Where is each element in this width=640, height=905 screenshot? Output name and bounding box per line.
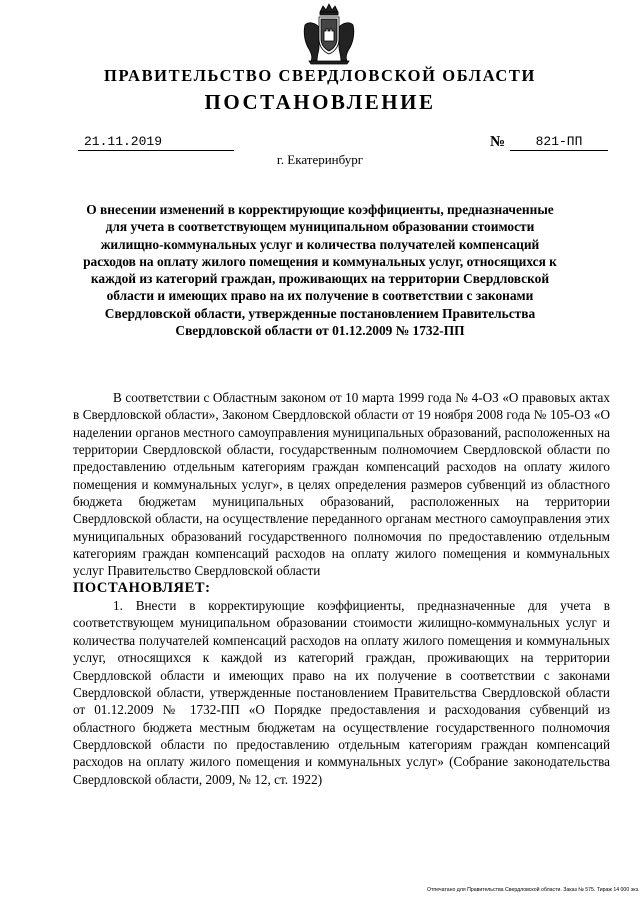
item-1-paragraph: 1. Внести в корректирующие коэффициенты, предназначенные для учета в соответствующем муниципальном образовании стоимости жилищно-коммунальных услуг и количества получателей компенсаций расходов на оплату жилого помещения и коммунальных услуг, относящихся к каждой из категорий граждан, проживающих на территории Свердловской области и имеющих право на их получение в соответствии с законами Свердловской области, утвержденные постановлением Правительства Свердловской области от 01.12.2009 № 1732-ПП «О Порядке предоставления и расходования субвенций из областного бюджета местным бюджетам на осуществление государственного полномочия Свердловской области по предоставлению отдельным категориям граждан компенсаций расходов на оплату жилого помещения и коммунальных услуг» (Собрание законодательства Свердловской области, 2009, № 12, ст. 1922) xyxy=(73,598,610,787)
preamble-paragraph: В соответствии с Областным законом от 10 марта 1999 года № 4-ОЗ «О правовых актах в Свердловской области», Законом Свердловской области от 19 ноября 2008 года № 105-ОЗ «О наделении органов местного самоуправления муниципальных образований, расположенных на территории Свердловской области, государственным полномочием Свердловской области по предоставлению отдельным категориям граждан компенсаций расходов на оплату жилого помещения и коммунальных услуг», в целях определения размеров субвенций из областного бюджета бюджетам муниципальных образований, расположенных на территории Свердловской области, на осуществление переданного органам местного самоуправления этих муниципальных образований государственного полномочия по предоставлению отдельным категориям граждан компенсаций расходов на оплату жилого помещения и коммунальных услуг Правительство Свердловской области xyxy=(73,390,610,579)
city: г. Екатеринбург xyxy=(276,152,364,167)
coat-of-arms-emblem xyxy=(301,3,357,65)
document-body xyxy=(73,389,610,788)
document-date: 21.11.2019 xyxy=(78,134,234,151)
document-type: ПОСТАНОВЛЕНИЕ xyxy=(204,90,436,114)
document-number: 821-ПП xyxy=(510,134,608,151)
print-footer: Отпечатано для Правительства Свердловской области. Заказ № 575. Тираж 14 000 экз. xyxy=(427,887,640,893)
decree-word: ПОСТАНОВЛЯЕТ: xyxy=(73,579,211,596)
number-sign: № xyxy=(490,134,506,150)
government-name: ПРАВИТЕЛЬСТВО СВЕРДЛОВСКОЙ ОБЛАСТИ xyxy=(104,66,536,85)
document-title: О внесении изменений в корректирующие коэффициенты, предназначенные для учета в соответствующем муниципальном образовании стоимости жилищно-коммунальных услуг и количества получателей компенсаций расходов на оплату жилого помещения и коммунальных услуг, относящихся к каждой из категорий граждан, проживающих на территории Свердловской области и имеющих право на их получение в соответствии с законами Свердловской области, утвержденные постановлением Правительства Свердловской области от 01.12.2009 № 1732-ПП xyxy=(83,202,557,339)
